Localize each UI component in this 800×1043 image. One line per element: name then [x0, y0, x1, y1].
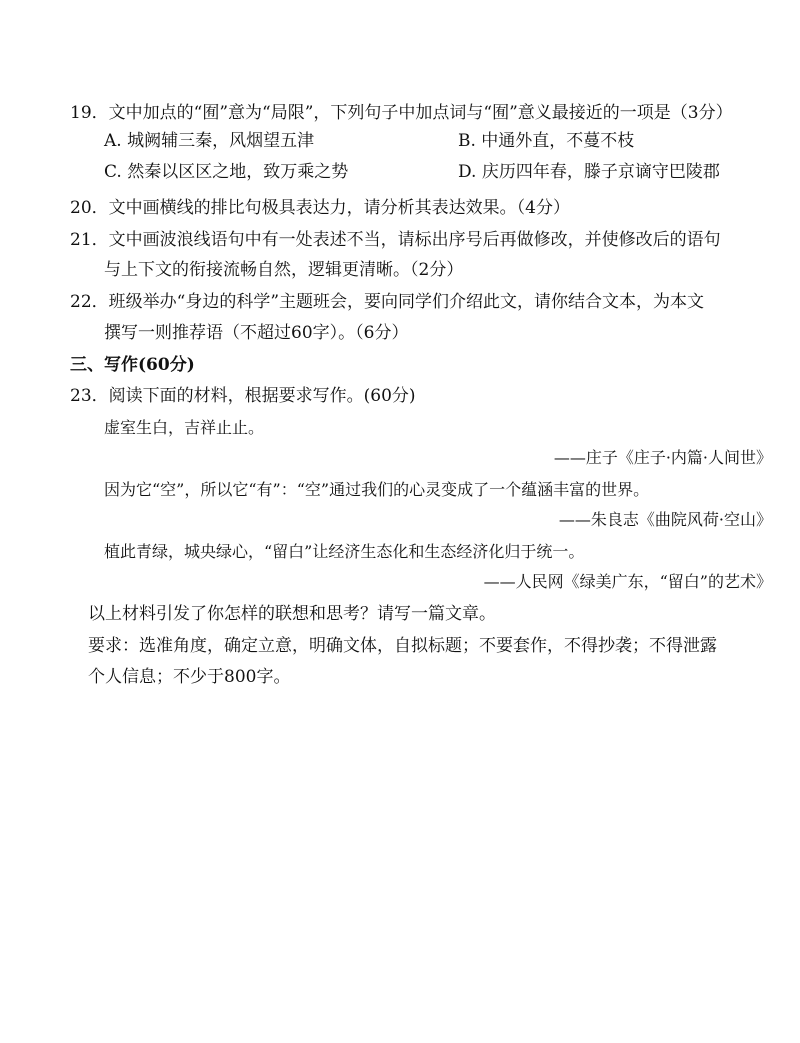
q23-requirements-line1: 要求：选准角度，确定立意，明确文体，自拟标题；不要套作，不得抄袭；不得泄露 — [88, 636, 717, 656]
q21-line2: 与上下文的衔接流畅自然，逻辑更清晰。（2分） — [104, 260, 464, 280]
q21-line1: 21．文中画波浪线语句中有一处表述不当，请标出序号后再做修改，并使修改后的语句 — [70, 230, 721, 250]
material-3-text: 植此青绿，城央绿心，“留白”让经济生态化和生态经济化归于统一。 — [104, 542, 585, 561]
material-1-text: 虚室生白，吉祥止止。 — [104, 418, 265, 437]
q19-stem: 19．文中加点的“囿”意为“局限”，下列句子中加点词与“囿”意义最接近的一项是（3分） — [70, 103, 733, 123]
section-writing-heading: 三、写作(60分) — [70, 355, 195, 375]
material-2-source: ——朱良志《曲院风荷·空山》 — [558, 510, 772, 529]
q20-text: 20．文中画横线的排比句极具表达力，请分析其表达效果。（4分） — [70, 198, 570, 218]
q19-option-b: B. 中通外直，不蔓不枝 — [458, 131, 635, 151]
material-2-text: 因为它“空”，所以它“有”：“空”通过我们的心灵变成了一个蕴涵丰富的世界。 — [104, 480, 650, 499]
q19-option-a: A. 城阙辅三秦，风烟望五津 — [104, 131, 315, 151]
material-1-source: ——庄子《庄子·内篇·人间世》 — [553, 448, 772, 467]
material-3-source: ——人民网《绿美广东，“留白”的艺术》 — [483, 572, 772, 591]
q22-line1: 22．班级举办“身边的科学”主题班会，要向同学们介绍此文，请你结合文本，为本文 — [70, 292, 705, 312]
q23-stem: 23．阅读下面的材料，根据要求写作。(60分) — [70, 386, 416, 406]
q23-requirements-line2: 个人信息；不少于800字。 — [88, 667, 291, 687]
q19-option-c: C. 然秦以区区之地，致万乘之势 — [104, 162, 349, 182]
q19-option-d: D. 庆历四年春，滕子京谪守巴陵郡 — [458, 162, 720, 182]
q22-line2: 撰写一则推荐语（不超过60字）。（6分） — [104, 323, 409, 343]
q23-prompt: 以上材料引发了你怎样的联想和思考？请写一篇文章。 — [88, 604, 496, 624]
